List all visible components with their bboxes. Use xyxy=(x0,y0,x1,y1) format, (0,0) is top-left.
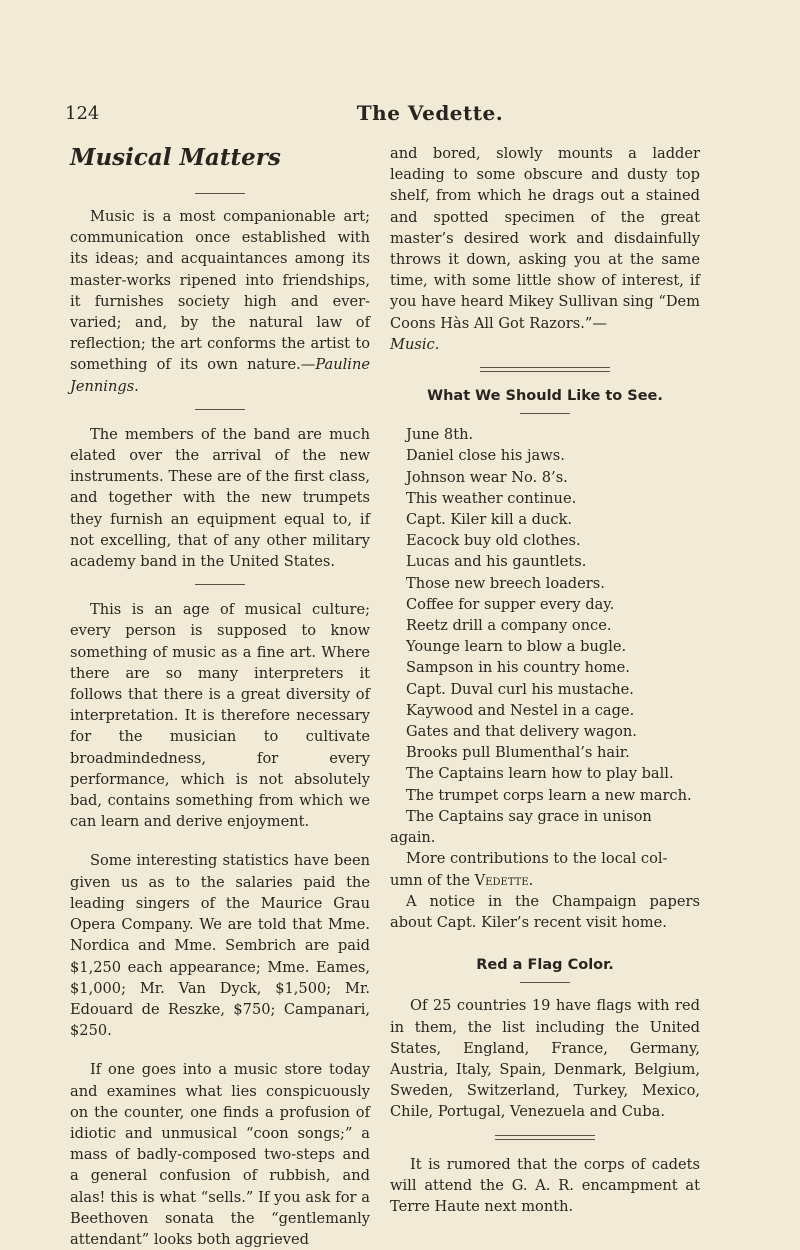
list-item: The Captains say grace in unison xyxy=(406,807,652,825)
left-column xyxy=(70,143,370,1250)
list-item: Daniel close his jaws. xyxy=(406,447,565,465)
list-item: The trumpet corps learn a new march. xyxy=(406,786,692,804)
list-item: Capt. Duval curl his mustache. xyxy=(406,680,634,698)
spacer xyxy=(70,1041,370,1059)
paragraph-flags: Of 25 countries 19 have flags with red in them, the list including the United States, England, France, Germany, Austria, Italy, Spain, Denmark, Belgium, Sweden, Switzerland, Turkey, Mexico, Chile, Portugal, Venezuela and Cuba. xyxy=(390,997,700,1121)
divider xyxy=(195,584,245,585)
spacer xyxy=(70,832,370,850)
spacer xyxy=(390,933,700,951)
list-item: Gates and that delivery wagon. xyxy=(406,723,637,741)
source: Music. xyxy=(390,335,440,353)
paragraph-culture: This is an age of musical culture; every person is supposed to know something of music as a fine art. Where there are so many interpreters it follows that there is a great diversity of interpretation. It is therefore necessary for the musician to cultivate broadmindedness, for every performance, which is not absolutely bad, contains something from which we can learn and derive enjoyment. xyxy=(70,601,370,831)
double-divider xyxy=(480,367,610,372)
paragraph-rumor: It is rumored that the corps of cadets will attend the G. A. R. encampment at Terre Haute next month. xyxy=(390,1155,700,1215)
divider xyxy=(195,193,245,194)
list-item-continued: umn of the Vedette. xyxy=(390,871,534,889)
list-item: The Captains learn how to play ball. xyxy=(406,765,674,783)
paragraph-band: The members of the band are much elated over the arrival of the new instruments. These are of the first class, and together with the new trumpets they furnish an equipment equal to, if not excelling, that of any other military academy band in the United States. xyxy=(70,425,370,571)
flag-heading: Red a Flag Color. xyxy=(476,957,614,974)
list-item: Lucas and his gauntlets. xyxy=(406,553,587,571)
wish-list-heading: What We Should Like to See. xyxy=(427,388,663,405)
magazine-name: Vedette. xyxy=(474,871,534,889)
paragraph-music-store-continued: and bored, slowly mounts a ladder leading to some obscure and dusty top shelf, from which he drags out a stained and spotted specimen of the great master’s desired work and disdainfully throws it down, asking you at the same time, with some little show of interest, if you have heard Mikey Sullivan sing “Dem Coons Hàs All Got Razors.”— Music. xyxy=(390,145,700,353)
signature: Pauline Jennings. xyxy=(70,356,370,395)
list-item: Those new breech loaders. xyxy=(406,574,605,592)
divider xyxy=(195,409,245,410)
list-item: More contributions to the local col- xyxy=(406,850,668,868)
list-item: This weather continue. xyxy=(406,489,577,507)
list-item: June 8th. xyxy=(406,426,474,444)
list-item: Kaywood and Nestel in a cage. xyxy=(406,701,635,719)
double-divider xyxy=(495,1135,595,1140)
list-item: A notice in the Champaign papers about Capt. Kiler’s recent visit home. xyxy=(390,892,700,931)
paragraph-music-art: Music is a most companionable art; communication once established with its ideas; and acquaintances among its master-works ripened into friendships, it furnishes society high and ever-varied; and, by the natural law of reflection; the art conforms the artist to something of its own nature.—Pauline Jennings. xyxy=(70,208,370,395)
list-item: Johnson wear No. 8’s. xyxy=(406,468,568,486)
wish-list xyxy=(390,424,700,806)
paragraph-salaries: Some interesting statistics have been given us as to the salaries paid the leading singers of the Maurice Grau Opera Company. We are told that Mme. Nordica and Mme. Sembrich are paid $1,250 each appearance; Mme. Eames, $1,000; Mr. Van Dyck, $1,500; Mr. Edouard de Reszke, $750; Campanari, $250. xyxy=(70,852,370,1040)
list-item: Reetz drill a company once. xyxy=(406,617,612,635)
section-title: Musical Matters xyxy=(70,144,281,171)
right-column xyxy=(390,143,700,1217)
list-item: Sampson in his country home. xyxy=(406,659,630,677)
paragraph-music-store: If one goes into a music store today and examines what lies conspicuously on the counter, one finds a profusion of idiotic and unmusical “coon songs;” a mass of badly-composed two-steps and a general confusion of rubbish, and alas! this is what “sells.” If you ask for a Beethoven sonata the “gentlemanly attendant” looks both aggrieved xyxy=(70,1061,370,1248)
list-item: Eacock buy old clothes. xyxy=(406,532,581,550)
page-number: 124 xyxy=(65,103,100,124)
list-item: Capt. Kiler kill a duck. xyxy=(406,511,573,529)
running-title: The Vedette. xyxy=(356,101,504,125)
list-item: Younge learn to blow a bugle. xyxy=(406,638,627,656)
list-item-continued: again. xyxy=(390,829,436,847)
list-item: Brooks pull Blumenthal’s hair. xyxy=(406,744,630,762)
divider xyxy=(520,982,570,983)
list-item: Coffee for supper every day. xyxy=(406,595,615,613)
divider xyxy=(520,413,570,414)
